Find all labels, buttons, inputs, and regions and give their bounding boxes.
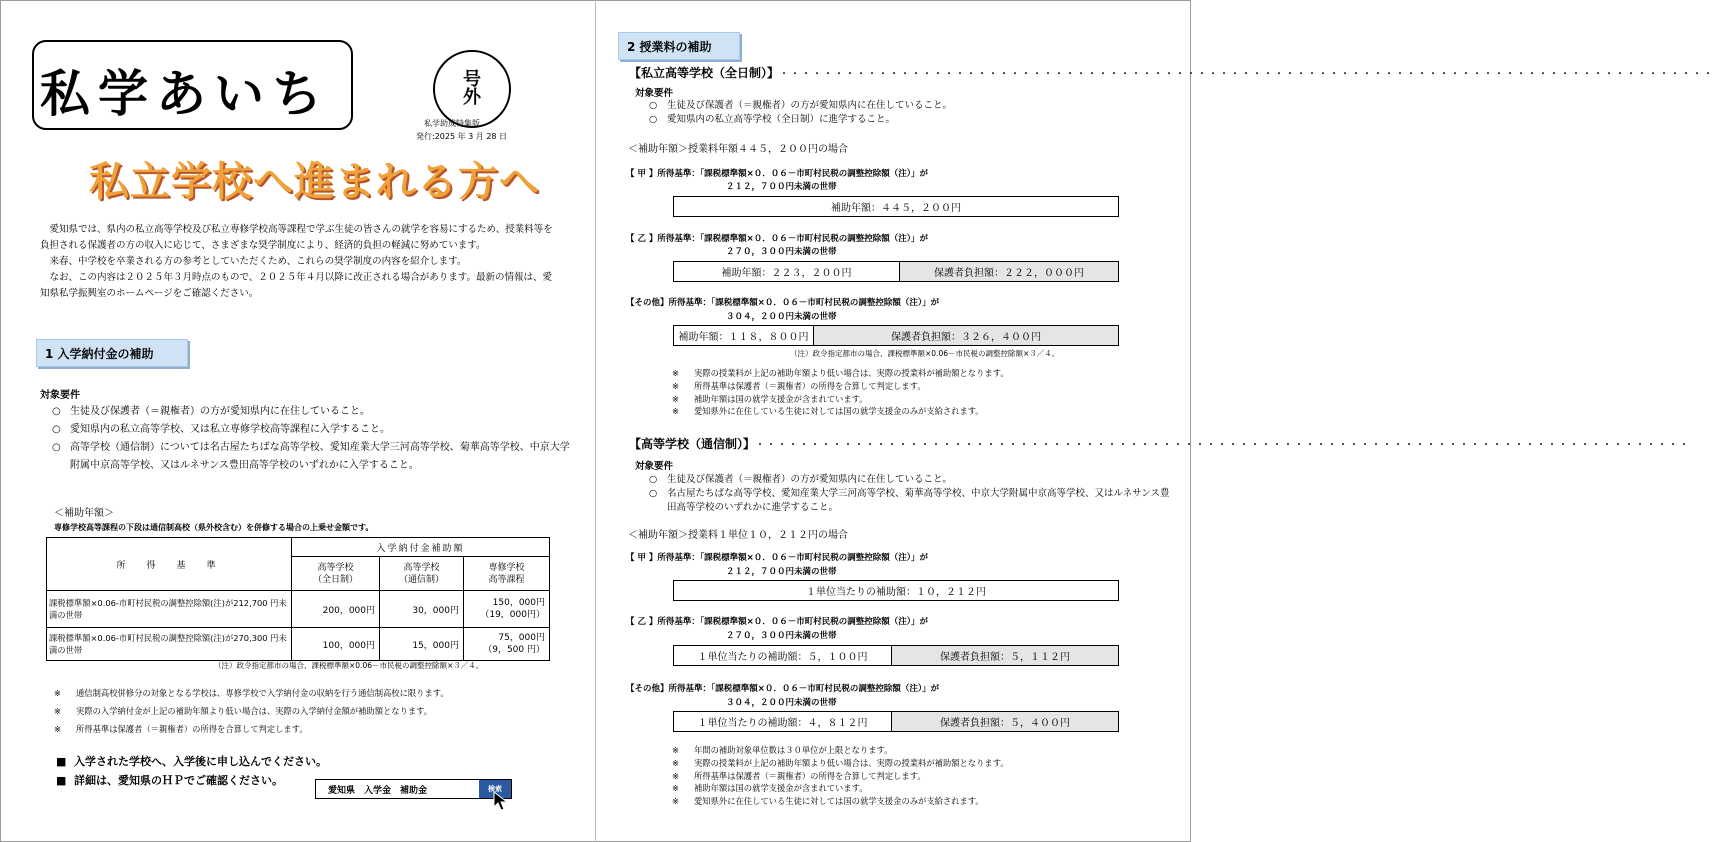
tier-label: 【その他】所得基準：「課税標準額×０．０６－市町村民税の調整控除額（注）」が [626,298,940,308]
table-footnote: （注）政令指定都市の場合、課税標準額×0.06－市民税の調整控除額×３／４。 [214,661,484,670]
correspondence-req-heading: 対象要件 [635,461,674,472]
headline: 私立学校へ進まれる方へ [89,159,540,205]
parent-burden-cell: 保護者負担額：２２２，０００円 [900,262,1118,281]
requirements-list [48,403,572,475]
aid-amount-heading: ＜補助年額＞ [54,508,114,519]
list-item: ■ 詳細は、愛知県のＨＰでご確認ください。 [56,774,283,787]
cursor-icon [493,791,509,811]
tier-limit: ３０４，２００円未満の世帯 [726,698,837,708]
aid-box [673,645,1119,666]
correspondence-heading: 【高等学校（通信制）】 [629,437,756,451]
aid-amount-cell: 補助年額：１１８，８００円 [674,326,814,345]
tier-limit: ３０４，２００円未満の世帯 [726,312,837,322]
tier-limit: ２７０，３００円未満の世帯 [726,247,837,257]
list-item: ※ 所得基準は保護者（＝親権者）の所得を合算して判定します。 [54,724,308,734]
aid-amount-cell: １単位当たりの補助額：５，１００円 [674,646,892,665]
list-item: ○ 名古屋たちばな高等学校、愛知産業大学三河高等学校、菊華高等学校、中京大学附属中京高等学校、又はルネサンス豊田高等学校のいずれかに進学すること。 [649,488,1170,513]
tier-label: 【 甲 】所得基準：「課税標準額×０．０６－市町村民税の調整控除額（注）」が [626,169,929,179]
list-item: ※ 実際の授業料が上記の補助年額より低い場合は、実際の授業料が補助額となります。 [672,757,1009,768]
search-button[interactable]: 検索 [479,780,511,798]
aid-amount-cell: 補助年額：４４５，２００円 [831,203,961,214]
fulltime-heading: 【私立高等学校（全日制）】 [629,66,780,80]
notes-list [50,684,570,738]
fulltime-notes [668,367,1178,418]
table-row: 課税標準額×0.06-市町村民税の調整控除額(注)が212,700 円未満の世帯 200，000円 30，000円 150，000円 （19，000円） [47,591,550,628]
bullet-list [52,752,327,790]
masthead-title: 私学あいち [40,64,330,123]
list-item: ※ 補助年額は国の就学支援金が含まれています。 [672,783,868,794]
edition-label: 私学助成特集版 [424,119,480,128]
column-header: 高等学校 （通信制） [380,557,464,591]
list-item: ○ 高等学校（通信制）については名古屋たちばな高等学校、愛知産業大学三河高等学校、菊華高等学校、中京大学附属中京高等学校、又はルネサンス豊田高等学校のいずれかに入学すること。 [52,442,570,471]
intro-paragraph: なお、この内容は２０２５年３月時点のもので、２０２５年４月以降に改正される場合があります。最新の情報は、愛知県私学振興室のホームページをご確認ください。 [40,272,553,299]
tier-label: 【 甲 】所得基準：「課税標準額×０．０６－市町村民税の調整控除額（注）」が [626,553,929,563]
fulltime-heading-row [629,64,1714,81]
list-item: ○ 愛知県内の私立高等学校、又は私立専修学校高等課程に入学すること。 [52,424,390,435]
parent-burden-cell: 保護者負担額：５，４００円 [892,712,1118,731]
list-item: ※ 通信制高校併修分の対象となる学校は、専修学校で入学納付金の収納を行う通信制高校に限ります。 [54,688,449,698]
aid-box [673,261,1119,282]
column-header: 高等学校 （全日制） [292,557,380,591]
tier-label: 【 乙 】所得基準：「課税標準額×０．０６－市町村民税の調整控除額（注）」が [626,234,929,244]
aid-amount-cell: 補助年額：２２３，２００円 [674,262,900,281]
list-item: ※ 年間の補助対象単位数は３０単位が上限となります。 [672,745,893,755]
fulltime-footnote: （注）政令指定都市の場合、課税標準額×0.06－市民税の調整控除額×３／４。 [790,349,1060,358]
correspondence-heading-row [629,435,1691,452]
list-item: ※ 所得基準は保護者（＝親権者）の所得を合算して判定します。 [672,770,926,781]
aid-amount-cell: １単位当たりの補助額：１０，２１２円 [806,587,986,598]
list-item: ○ 生徒及び保護者（＝親権者）の方が愛知県内に在住していること。 [649,474,953,485]
parent-burden-cell: 保護者負担額：３２６，４００円 [814,326,1118,345]
tier-limit: ２１２，７００円未満の世帯 [726,182,837,192]
page-divider [595,0,596,842]
fulltime-req-heading: 対象要件 [635,88,674,99]
tier-limit: ２１２，７００円未満の世帯 [726,567,837,577]
fulltime-aid-line: ＜補助年額＞授業料年額４４５，２００円の場合 [628,144,848,155]
issue-date: 発行:2025 年 3 月 28 日 [416,132,508,141]
tier-limit: ２７０，３００円未満の世帯 [726,631,837,641]
search-box[interactable] [315,779,512,799]
aid-amount-cell: １単位当たりの補助額：４，８１２円 [674,712,892,731]
search-query[interactable]: 愛知県 入学金 補助金 [328,785,428,796]
fulltime-requirements [645,99,1175,127]
aid-box [673,711,1119,732]
issue-badge [433,50,511,128]
aid-box [673,325,1119,346]
correspondence-aid-line: ＜補助年額＞授業料１単位１０，２１２円の場合 [628,530,848,541]
section1-title: 1 入学納付金の補助 [36,339,188,367]
dotted-leader: ・・・・・・・・・・・・・・・・・・・・・・・・・・・・・・・・・・・・・・・・・・・・・・・・・・・・・・・・・・・・・・・・・・・・・・・・・・・・・・・・・・・・・ [779,69,1714,80]
list-item: ※ 愛知県外に在住している生徒に対しては国の就学支援金のみが支給されます。 [672,796,984,807]
correspondence-notes [668,744,1178,808]
list-item: ○ 生徒及び保護者（＝親権者）の方が愛知県内に在住していること。 [649,100,953,111]
intro-paragraph: 愛知県では、県内の私立高等学校及び私立専修学校高等課程で学ぶ生徒の皆さんの就学を容易にするため、授業料等を負担される保護者の方の収入に応じて、さまざまな奨学制度により、経済的負担の軽減に努めています。 [40,224,553,251]
table-caption: 専修学校高等課程の下段は通信制高校（県外校含む）を併修する場合の上乗せ金額です。 [54,523,374,532]
list-item: ※ 愛知県外に在住している生徒に対しては国の就学支援金のみが支給されます。 [672,406,984,417]
list-item: ■ 入学された学校へ、入学後に申し込んでください。 [56,755,327,768]
intro-text [40,222,556,302]
list-item: ※ 実際の授業料が上記の補助年額より低い場合は、実際の授業料が補助額となります。 [672,368,1009,378]
list-item: ○ 生徒及び保護者（＝親権者）の方が愛知県内に在住していること。 [52,406,370,417]
list-item: ※ 補助年額は国の就学支援金が含まれています。 [672,393,868,404]
dotted-leader: ・・・・・・・・・・・・・・・・・・・・・・・・・・・・・・・・・・・・・・・・・・・・・・・・・・・・・・・・・・・・・・・・・・・・・・・・・・・・・・・・・・・・・ [755,440,1691,451]
tier-label: 【 乙 】所得基準：「課税標準額×０．０６－市町村民税の調整控除額（注）」が [626,617,929,627]
list-item: ○ 愛知県内の私立高等学校（全日制）に進学すること。 [649,114,896,125]
criteria-header: 所 得 基 準 [47,538,292,591]
column-header: 専修学校 高等課程 [464,557,550,591]
correspondence-requirements [645,473,1175,515]
group-header: 入学納付金補助額 [292,538,550,557]
entrance-aid-table [46,537,550,661]
intro-paragraph: 来春、中学校を卒業される方の参考としていただくため、これらの奨学制度の内容を紹介します。 [49,256,467,267]
aid-box [673,580,1119,601]
list-item: ※ 所得基準は保護者（＝親権者）の所得を合算して判定します。 [672,380,926,391]
requirements-heading: 対象要件 [40,390,80,401]
aid-box [673,196,1119,217]
section2-title: 2 授業料の補助 [618,32,740,60]
parent-burden-cell: 保護者負担額：５，１１２円 [892,646,1118,665]
table-row: 課税標準額×0.06-市町村民税の調整控除額(注)が270,300 円未満の世帯 100，000円 15，000円 75，000円 （9，500 円） [47,628,550,661]
issue-badge-label: 号外 [463,69,481,108]
list-item: ※ 実際の入学納付金が上記の補助年額より低い場合は、実際の入学納付金額が補助額となります。 [54,706,433,716]
tier-label: 【その他】所得基準：「課税標準額×０．０６－市町村民税の調整控除額（注）」が [626,684,940,694]
